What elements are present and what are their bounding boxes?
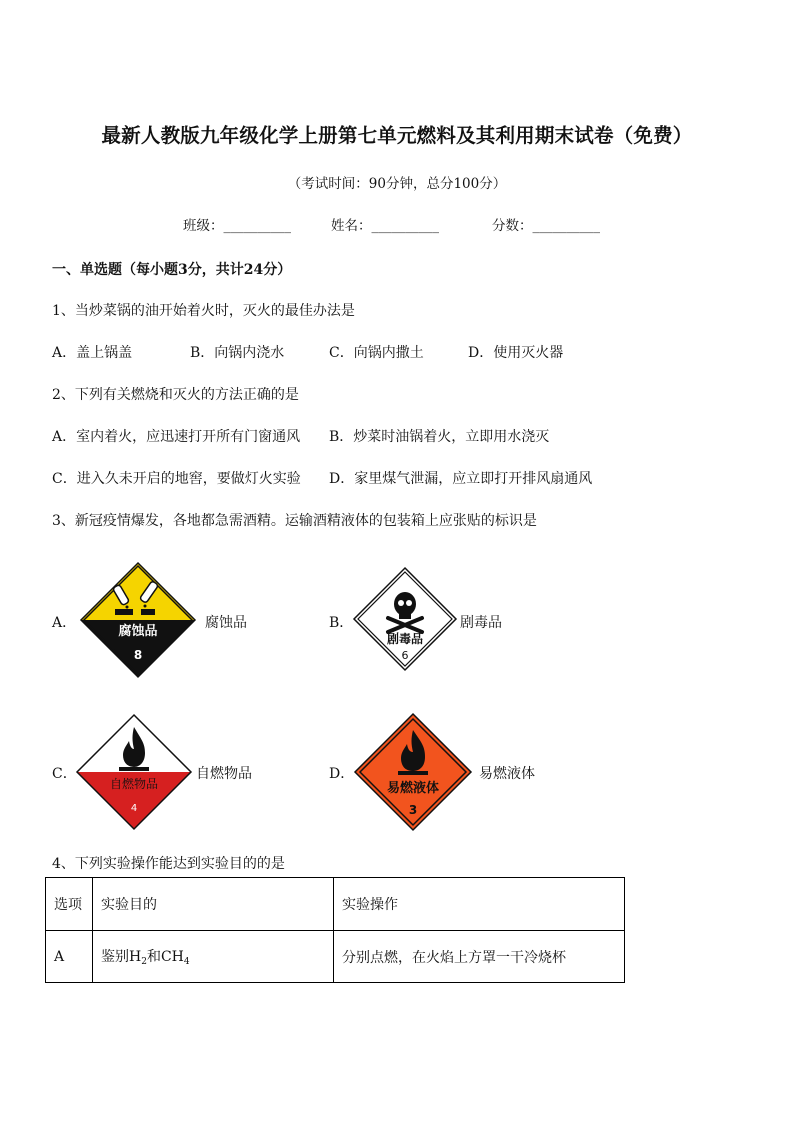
corrosive-class-number: 8	[133, 648, 143, 662]
q3-option-a-label: 腐蚀品	[205, 615, 247, 631]
toxic-class-number: 6	[401, 649, 409, 662]
corrosive-sign-text: 腐蚀品	[118, 624, 158, 639]
question-1-stem: 1、当炒菜锅的油开始着火时，灭火的最佳办法是	[52, 303, 355, 319]
header-operation: 实验操作	[334, 878, 625, 931]
corrosive-hazard-sign[interactable]	[79, 561, 197, 679]
q3-option-c-letter[interactable]: C．	[52, 766, 77, 782]
row-a-purpose: 鉴别$H_2$和$CH_4$	[93, 931, 334, 983]
row-a-option: A	[46, 931, 93, 983]
experiment-table	[45, 877, 625, 983]
toxic-sign-text: 剧毒品	[386, 632, 424, 646]
exam-subtitle: （考试时间：90分钟，总分100分）	[287, 176, 507, 192]
flammable-liquid-sign[interactable]	[353, 712, 473, 832]
question-4-stem: 4、下列实验操作能达到实验目的的是	[52, 856, 285, 872]
q3-option-b-label: 剧毒品	[460, 615, 502, 631]
q2-option-c[interactable]: C．进入久未开启的地窖，要做灯火实验	[52, 471, 301, 487]
q1-option-c[interactable]: C．向锅内撒土	[329, 345, 424, 361]
spontaneous-sign-text: 自燃物品	[109, 777, 159, 791]
header-option: 选项	[46, 878, 93, 931]
q1-option-b[interactable]: B．向锅内浇水	[190, 345, 285, 361]
q1-option-a[interactable]: A．盖上锅盖	[52, 345, 133, 361]
table-row[interactable]	[46, 931, 625, 983]
class-field[interactable]: 班级：__________	[183, 218, 291, 234]
q2-option-b[interactable]: B．炒菜时油锅着火，立即用水浇灭	[329, 429, 550, 445]
row-a-operation: 分别点燃，在火焰上方罩一干冷烧杯	[334, 931, 625, 983]
q3-option-d-letter[interactable]: D．	[329, 766, 355, 782]
toxic-hazard-sign[interactable]	[352, 566, 458, 672]
page-title: 最新人教版九年级化学上册第七单元燃料及其利用期末试卷（免费）	[101, 124, 693, 147]
spontaneous-class-number: 4	[130, 803, 138, 814]
flammable-class-number: 3	[408, 803, 418, 817]
question-3-stem: 3、新冠疫情爆发，各地都急需酒精。运输酒精液体的包装箱上应张贴的标识是	[52, 513, 537, 529]
header-purpose: 实验目的	[93, 878, 334, 931]
q3-option-b-letter[interactable]: B．	[329, 615, 354, 631]
spontaneous-combustion-sign[interactable]	[75, 713, 193, 831]
q2-option-a[interactable]: A．室内着火，应迅速打开所有门窗通风	[52, 429, 301, 445]
q3-option-a-letter[interactable]: A．	[52, 615, 77, 631]
q3-option-d-label: 易燃液体	[479, 766, 535, 782]
q1-option-d[interactable]: D．使用灭火器	[468, 345, 564, 361]
score-field[interactable]: 分数：__________	[492, 218, 600, 234]
flammable-sign-text: 易燃液体	[386, 781, 440, 796]
section-heading: 一、单选题（每小题3分，共计24分）	[52, 262, 292, 278]
table-header-row	[46, 878, 625, 931]
q3-option-c-label: 自燃物品	[196, 766, 252, 782]
q2-option-d[interactable]: D．家里煤气泄漏，应立即打开排风扇通风	[329, 471, 593, 487]
name-field[interactable]: 姓名：__________	[331, 218, 439, 234]
corrosive-yellow-half	[79, 561, 197, 620]
question-2-stem: 2、下列有关燃烧和灭火的方法正确的是	[52, 387, 299, 403]
